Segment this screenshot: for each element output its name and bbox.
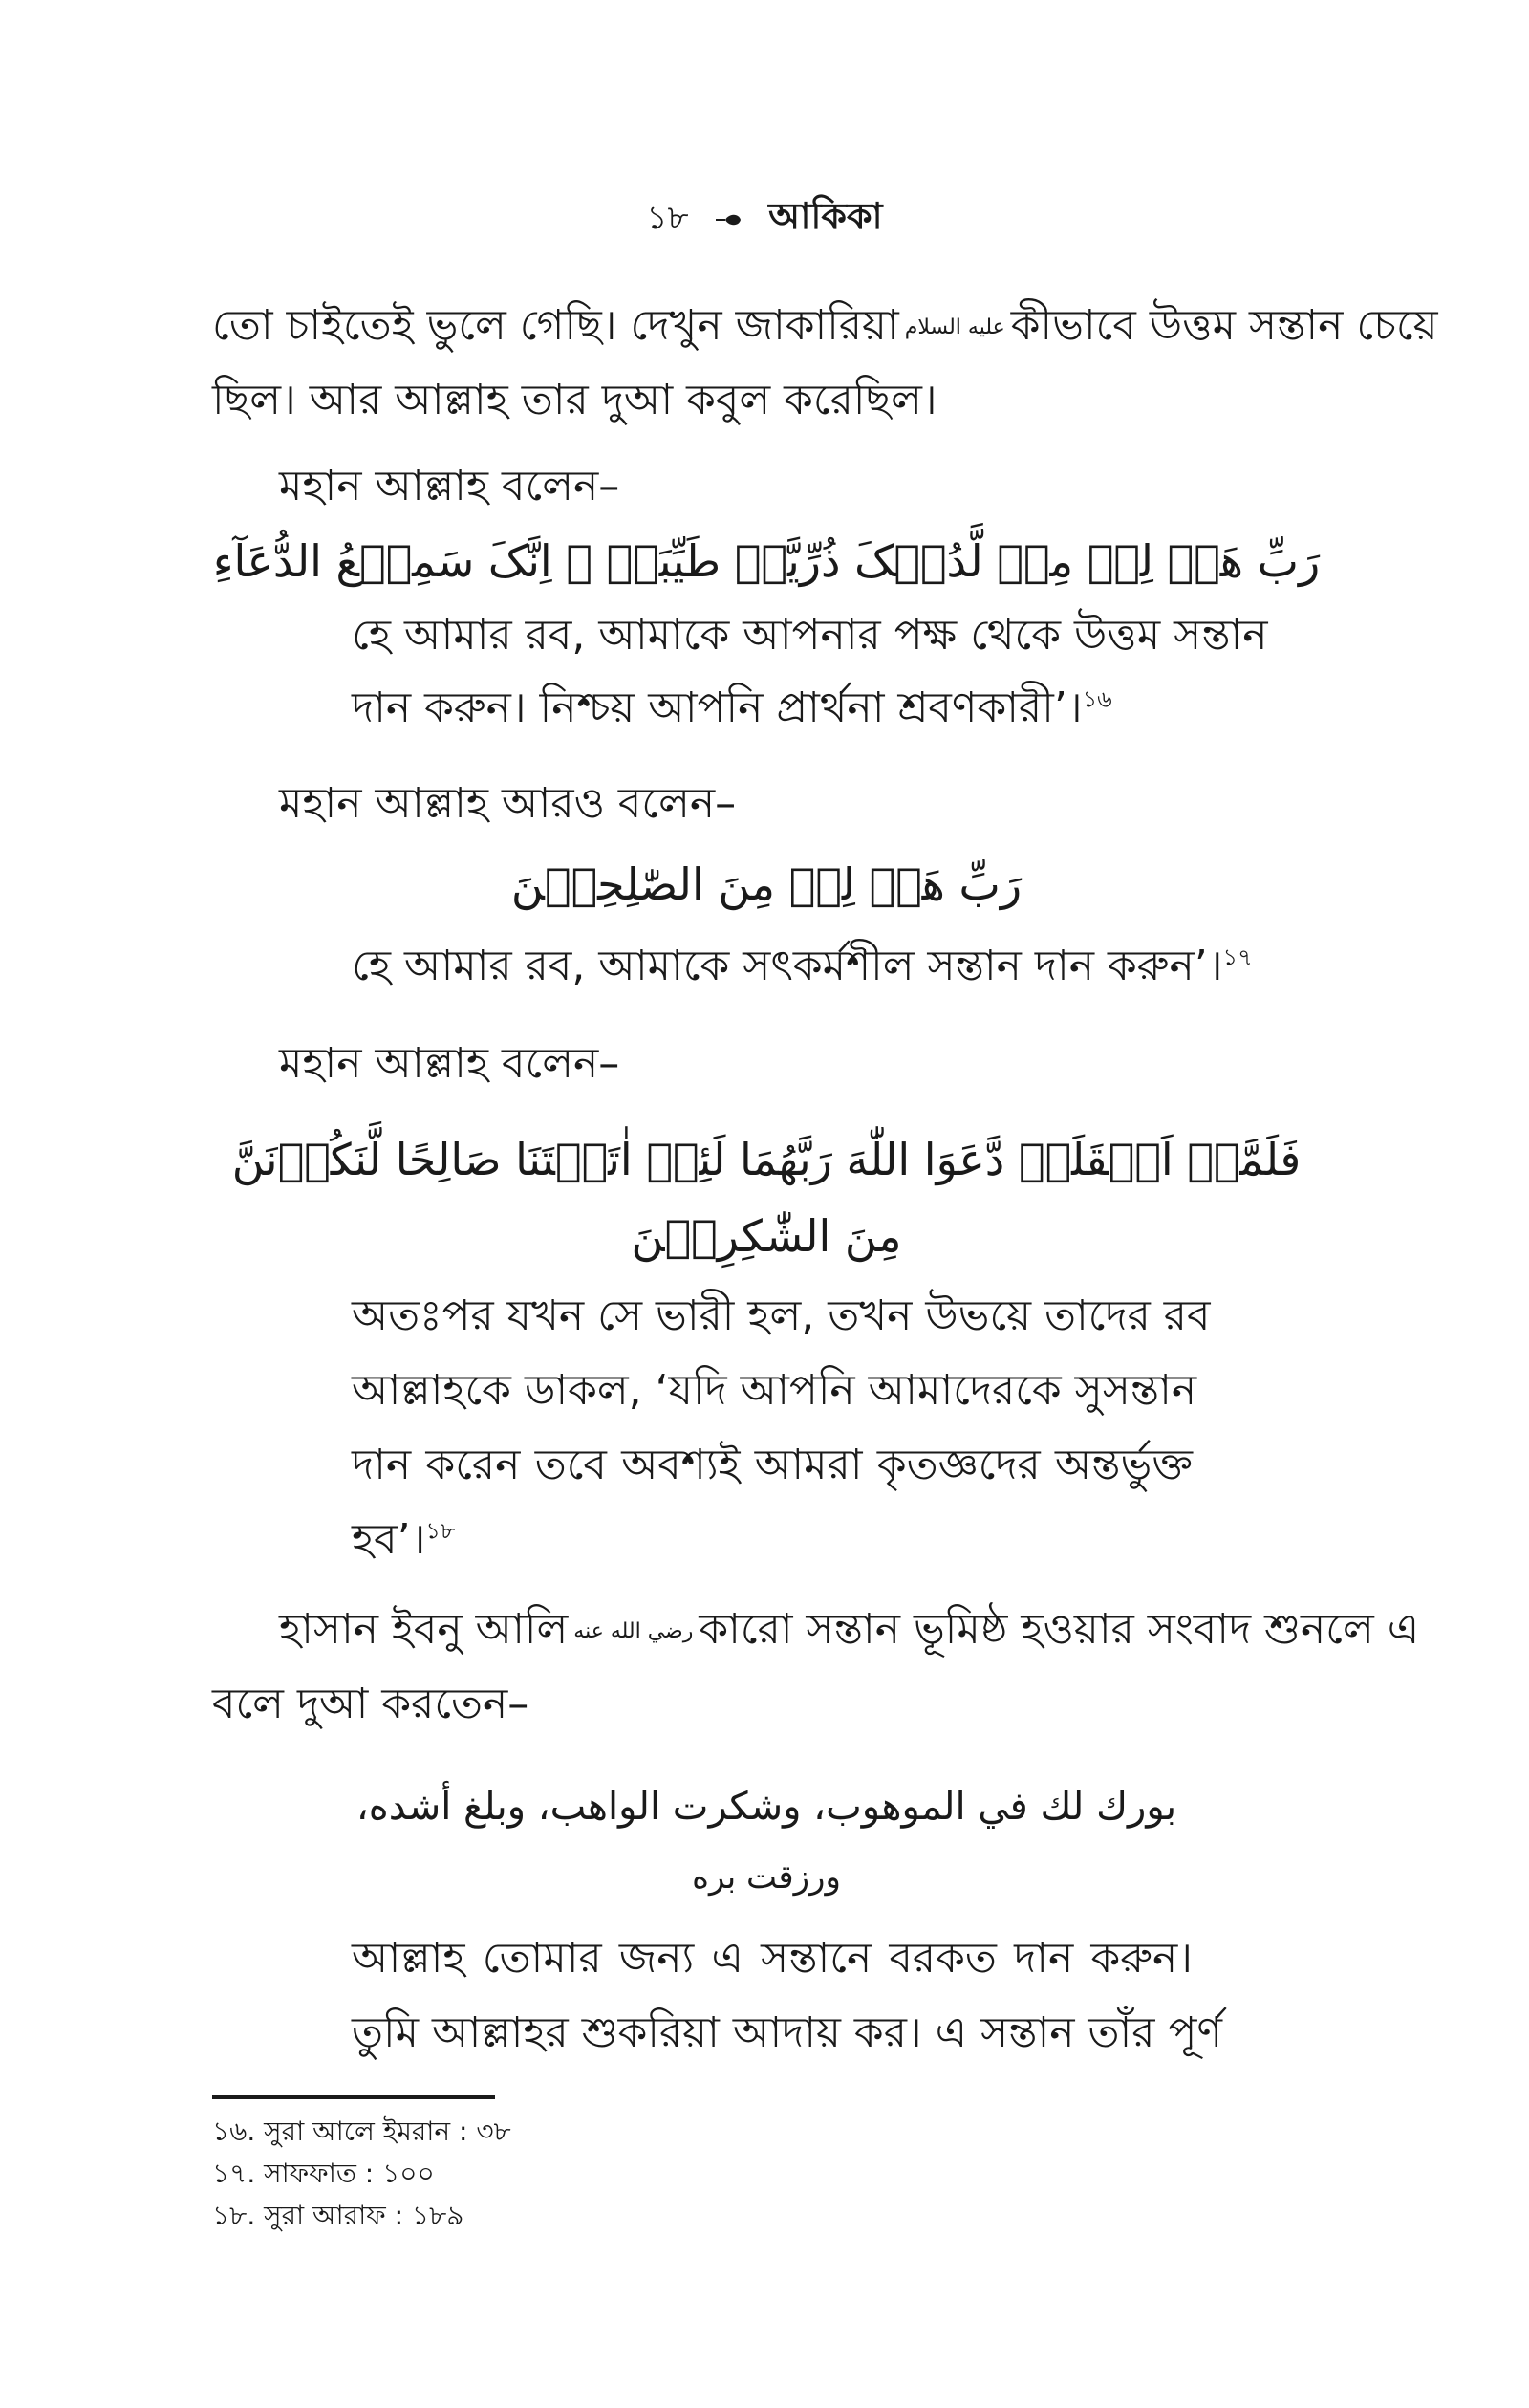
footnote-ref-18: ১৮: [425, 1517, 456, 1545]
section4-text-end: কারো সন্তান ভূমিষ্ঠ হওয়ার সংবাদ শুনলে এ: [699, 1605, 1420, 1654]
section2-lead: মহান আল্লাহ আরও বলেন–: [279, 779, 737, 828]
page-number: ১৮: [646, 199, 689, 237]
section4-arabic-line-1: بورك لك في الموهوب، وشكرت الواهب، وبلغ أشده،: [355, 1785, 1177, 1829]
section3-arabic-line-1: فَلَمَّاۤ اَثۡقَلَتۡ دَّعَوَا اللّٰهَ رَبَّهُمَا لَئِنۡ اٰتَیۡتَنَا صَالِحًا لَّنَكُوۡنَنَّ: [231, 1134, 1302, 1185]
section1-translation-line-2: [352, 671, 1112, 746]
header-ornament-icon: [714, 213, 743, 227]
book-title: আকিকা: [768, 195, 883, 237]
section4-text-start: হাসান ইবনু আলি: [279, 1605, 569, 1654]
section3-translation-text: হব’।: [352, 1515, 426, 1564]
footnote-divider: [212, 2095, 495, 2099]
footnote-ref-16: ১৬: [1082, 685, 1112, 713]
footnote-16: ১৬. সুরা আলে ইমরান : ৩৮: [212, 2115, 511, 2147]
section4-translation-line-1: আল্লাহ তোমার জন্য এ সন্তানে বরকত দান করুন।: [352, 1934, 1193, 1983]
section1-translation-line-1: হে আমার রব, আমাকে আপনার পক্ষ থেকে উত্তম সন্তান: [352, 611, 1268, 660]
intro-text-start: তো চাইতেই ভুলে গেছি। দেখুন জাকারিয়া: [212, 301, 899, 350]
section3-arabic-line-2: مِنَ الشّٰكِرِیۡنَ: [631, 1210, 902, 1262]
running-header: [0, 187, 1529, 247]
section3-translation-line-3: দান করেন তবে অবশ্যই আমরা কৃতজ্ঞদের অন্তর্ভুক্ত: [352, 1441, 1193, 1489]
section3-translation-line-1: অতঃপর যখন সে ভারী হল, তখন উভয়ে তাদের রব: [352, 1291, 1211, 1340]
honorific-radiallahu-anhu: رضي الله عنه: [573, 1619, 694, 1643]
section4-line-2: বলে দুআ করতেন–: [212, 1680, 529, 1728]
section1-lead: মহান আল্লাহ বলেন–: [279, 462, 620, 510]
honorific-alayhis-salam: عليه السلام: [904, 315, 1005, 339]
section3-translation-line-2: আল্লাহকে ডাকল, ‘যদি আপনি আমাদেরকে সুসন্তান: [352, 1366, 1197, 1415]
section4-arabic-line-2: ورزقت بره: [692, 1858, 841, 1897]
section4-line-1: [212, 1593, 1420, 1669]
intro-text-end: কীভাবে উত্তম সন্তান চেয়ে: [1010, 301, 1438, 350]
section1-arabic-verse: رَبِّ هَبۡ لِیۡ مِنۡ لَّدُنۡکَ ذُرِّیَّۃً طَیِّبَۃً ۚ اِنَّکَ سَمِیۡعُ الدُّعَآءِ: [212, 535, 1321, 587]
section1-translation-text: দান করুন। নিশ্চয় আপনি প্রার্থনা শ্রবণকারী’।: [352, 683, 1083, 732]
footnote-18: ১৮. সুরা আরাফ : ১৮৯: [212, 2200, 464, 2231]
section3-translation-line-4: [352, 1503, 455, 1577]
section2-translation: [352, 929, 1253, 1004]
intro-line-2: ছিল। আর আল্লাহ তার দুআ কবুল করেছিল।: [212, 376, 937, 424]
section4-translation-line-2: তুমি আল্লাহর শুকরিয়া আদায় কর। এ সন্তান তাঁর পূর্ণ: [352, 2008, 1222, 2057]
footnote-ref-17: ১৭: [1222, 944, 1253, 971]
section2-arabic-verse: رَبِّ هَبۡ لِیۡ مِنَ الصّٰلِحِیۡنَ: [510, 858, 1023, 910]
footnote-17: ১৭. সাফফাত : ১০০: [212, 2158, 435, 2189]
section2-translation-text: হে আমার রব, আমাকে সৎকর্মশীল সন্তান দান করুন’।: [352, 942, 1223, 990]
section3-lead: মহান আল্লাহ বলেন–: [279, 1039, 620, 1088]
intro-line-1: [212, 289, 1438, 365]
